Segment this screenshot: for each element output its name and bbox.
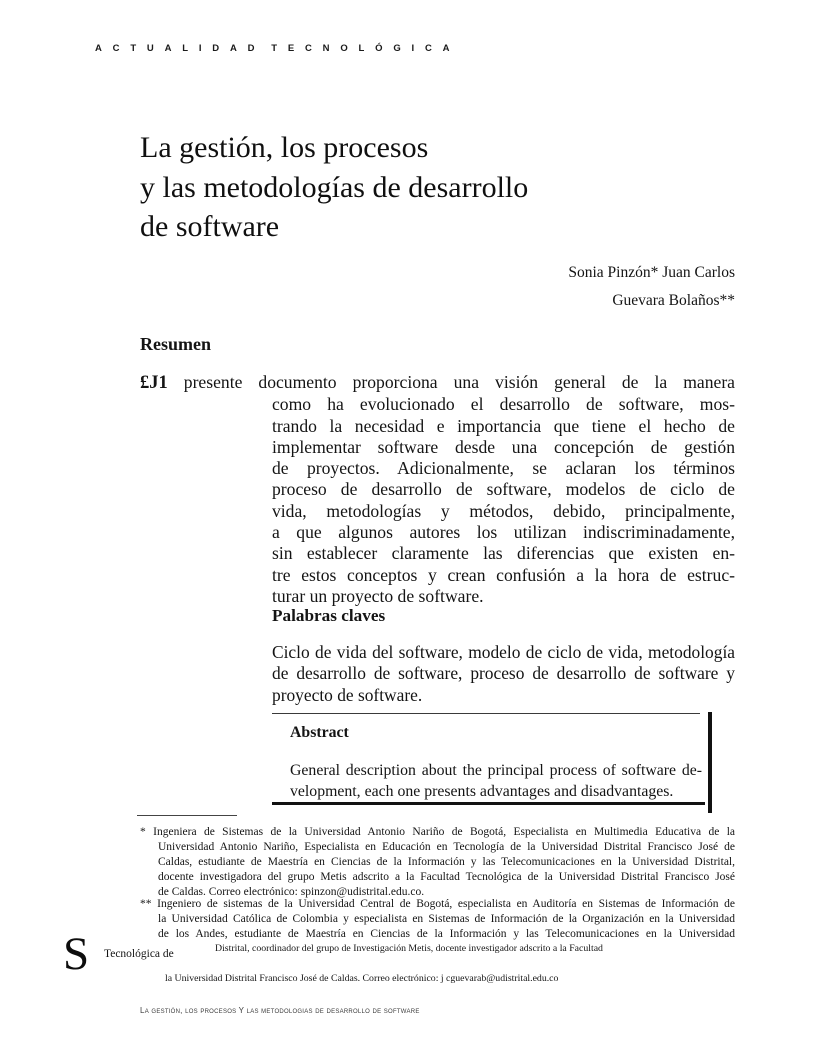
title-line-2: y las metodologías de desarrollo xyxy=(140,170,529,204)
kicker-word-tecnologica: TECNOLÓGICA xyxy=(271,43,461,54)
abstract-side-bar xyxy=(708,712,712,813)
footnote-line: * Ingeniera de Sistemas de la Universidad Antonio Nariño de Bogotá, Especialista en Multimedia Educativa de la xyxy=(140,826,735,838)
palabras-line: proyecto de software. xyxy=(272,684,423,705)
resumen-line xyxy=(140,372,735,394)
abstract-line: General description about the principal process of software de- xyxy=(290,762,702,779)
palabras-line: Ciclo de vida del software, modelo de ciclo de vida, metodología xyxy=(272,642,735,662)
palabras-claves-paragraph xyxy=(272,642,735,706)
resumen-paragraph xyxy=(140,372,735,607)
resumen-heading: Resumen xyxy=(140,334,211,354)
author-block xyxy=(568,259,735,315)
footnote-line: de los Andes, estudiante de Maestría en Ciencias de la Información y las Telecomunicaciones en la Universidad xyxy=(158,927,735,940)
footnote-line: la Universidad Distrital Francisco José de Caldas. Correo electrónico: j cguevarab@udistrital.edu.co xyxy=(165,972,559,984)
abstract-text xyxy=(290,760,702,802)
footnote-side-text: Tecnológica de xyxy=(104,948,174,960)
abstract-heading: Abstract xyxy=(290,724,349,741)
abstract-top-rule xyxy=(272,713,700,714)
page-title xyxy=(140,128,528,247)
title-line-3: de software xyxy=(140,210,280,243)
abstract-section xyxy=(290,723,702,802)
footnote-line: Caldas, estudiante de Maestría en Ciencias de la Información y las Telecomunicaciones en la Universidad Distrital, xyxy=(158,855,735,868)
resumen-line: como ha evolucionado el desarrollo de software, mos- xyxy=(272,394,735,415)
footnote-line: ** Ingeniero de sistemas de la Universidad Central de Bogotá, especialista en Auditoría en Sistemas de Información de xyxy=(140,898,735,910)
footnote-line: la Universidad Católica de Colombia y especialista en Sistemas de Información de la Organización en la Universidad xyxy=(158,912,735,925)
abstract-bottom-rule xyxy=(272,802,705,805)
footnote-line: de Caldas. Correo electrónico: spinzon@udistrital.edu.co. xyxy=(158,885,425,898)
resumen-line: trando la necesidad e importancia que tiene el hecho de xyxy=(272,415,735,436)
footnote-line: docente investigadora del grupo Metis adscrito a la Facultad Tecnológica de la Universidad Distrital Francisco José xyxy=(158,870,735,883)
resumen-line: vida, metodologías y métodos, debido, principalmente, xyxy=(272,500,735,521)
resumen-line: de proyectos. Adicionalmente, se aclaran los términos xyxy=(272,458,735,479)
resumen-line-text: presente documento proporciona una visión general de la manera xyxy=(167,372,735,392)
running-footer-title: La gestión, los procesos Y las metodologias de desarrollo de software xyxy=(140,1006,420,1015)
resumen-line: a que algunos autores los utilizan indiscriminadamente, xyxy=(272,522,735,543)
footnote-line: Universidad Antonio Nariño, Especialista en Educación en Tecnología de la Universidad Distrital Francisco José de xyxy=(158,840,735,853)
kicker-word-actualidad: ACTUALIDAD xyxy=(95,43,266,54)
palabras-line: de desarrollo de software, proceso de desarrollo de software y xyxy=(272,663,735,684)
author-line-1: Sonia Pinzón* Juan Carlos xyxy=(568,264,735,281)
resumen-line: tre estos conceptos y crean confusión a la hora de estruc- xyxy=(272,564,735,585)
resumen-line: turar un proyecto de software. xyxy=(272,585,484,606)
footnote-separator-rule xyxy=(137,815,237,816)
footnote-line: Distrital, coordinador del grupo de Investigación Metis, docente investigador adscrito a la Facultad xyxy=(215,942,603,954)
footnote-2 xyxy=(140,897,735,987)
author-line-2: Guevara Bolaños** xyxy=(612,292,735,309)
footnote-1 xyxy=(140,825,735,900)
resumen-line: sin establecer claramente las diferencias que existen en- xyxy=(272,543,735,564)
title-line-1: La gestión, los procesos xyxy=(140,131,429,164)
palabras-claves-heading: Palabras claves xyxy=(272,606,386,625)
resumen-lead-glyph: £J1 xyxy=(140,373,168,393)
resumen-line: proceso de desarrollo de software, modelos de ciclo de xyxy=(272,479,735,500)
letter-s-glyph: S xyxy=(63,928,90,980)
section-kicker xyxy=(95,43,460,54)
abstract-line: velopment, each one presents advantages and disadvantages. xyxy=(290,783,674,800)
resumen-line: implementar software desde una concepción de gestión xyxy=(272,436,735,457)
